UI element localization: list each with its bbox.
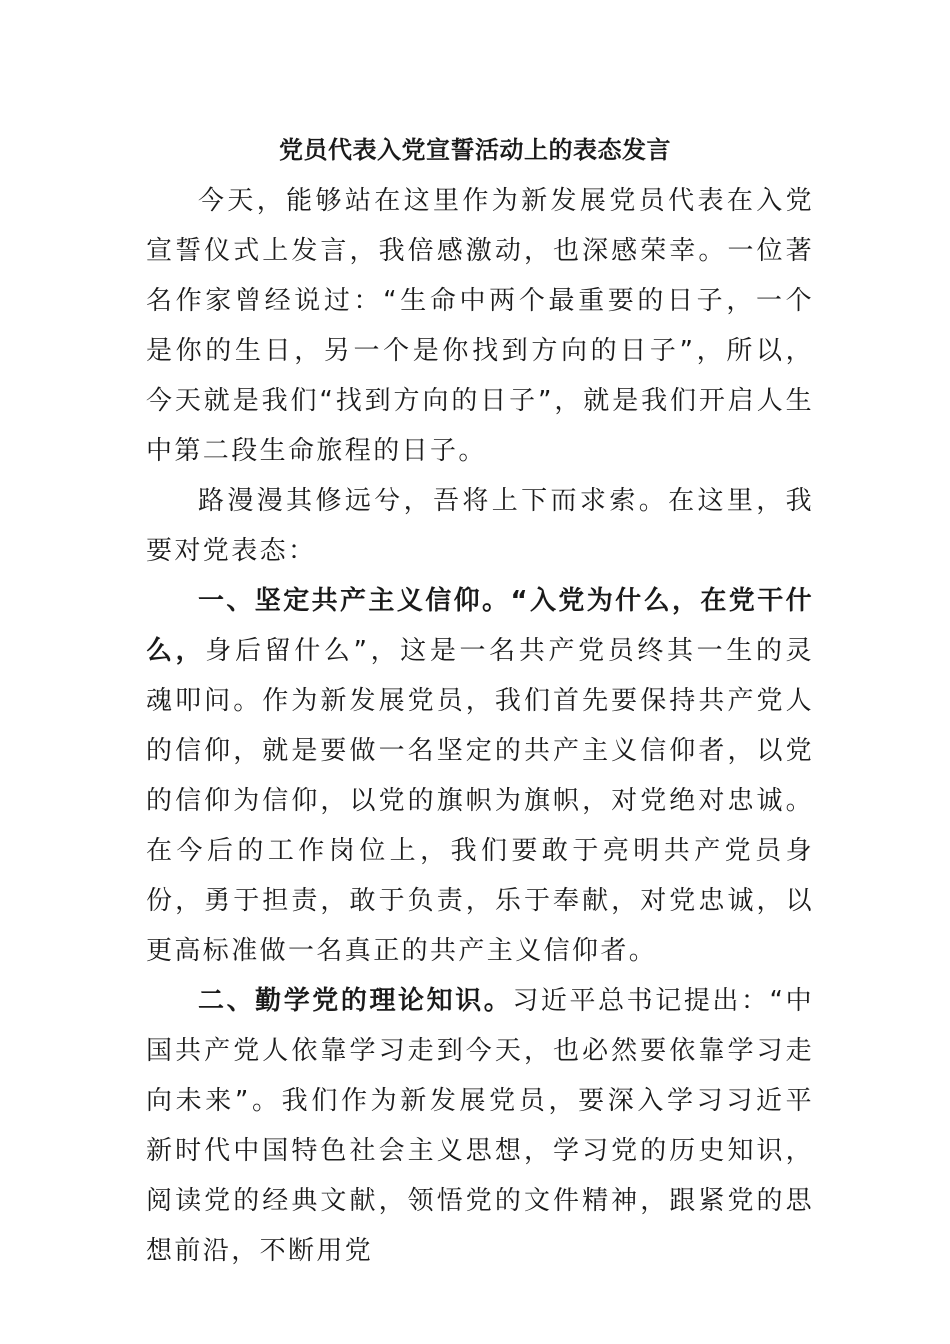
paragraph-heading: 一、坚定共产主义信仰。“入党为什么，在党干什么， [146, 586, 814, 666]
paragraph-text: 今天，能够站在这里作为新发展党员代表在入党宣誓仪式上发言，我倍感激动，也深感荣幸。一位著名作家曾经说过：“生命中两个最重要的日子，一个是你的生日，另一个是你找到方向的日子”，所以，今天就是我们“找到方向的日子”，就是我们开启人生中第二段生命旅程的日子。 [146, 186, 814, 466]
paragraph-text: 路漫漫其修远兮，吾将上下而求索。在这里，我要对党表态： [146, 486, 814, 566]
paragraph-transition [146, 476, 814, 576]
paragraph-point-two [146, 976, 814, 1276]
document-body [146, 176, 814, 1276]
paragraph-intro [146, 176, 814, 476]
document-title: 党员代表入党宣誓活动上的表态发言 [279, 136, 671, 164]
paragraph-text: 身后留什么”，这是一名共产党员终其一生的灵魂叩问。作为新发展党员，我们首先要保持共产党人的信仰，就是要做一名坚定的共产主义信仰者，以党的信仰为信仰，以党的旗帜为旗帜，对党绝对忠诚。在今后的工作岗位上，我们要敢于亮明共产党员身份，勇于担责，敢于负责，乐于奉献，对党忠诚，以更高标准做一名真正的共产主义信仰者。 [146, 636, 814, 966]
paragraph-text: 习近平总书记提出：“中国共产党人依靠学习走到今天，也必然要依靠学习走向未来”。我们作为新发展党员，要深入学习习近平新时代中国特色社会主义思想，学习党的历史知识，阅读党的经典文献，领悟党的文件精神，跟紧党的思想前沿，不断用党 [146, 986, 815, 1266]
paragraph-point-one [146, 576, 814, 976]
paragraph-heading: 二、勤学党的理论知识。 [198, 986, 513, 1016]
